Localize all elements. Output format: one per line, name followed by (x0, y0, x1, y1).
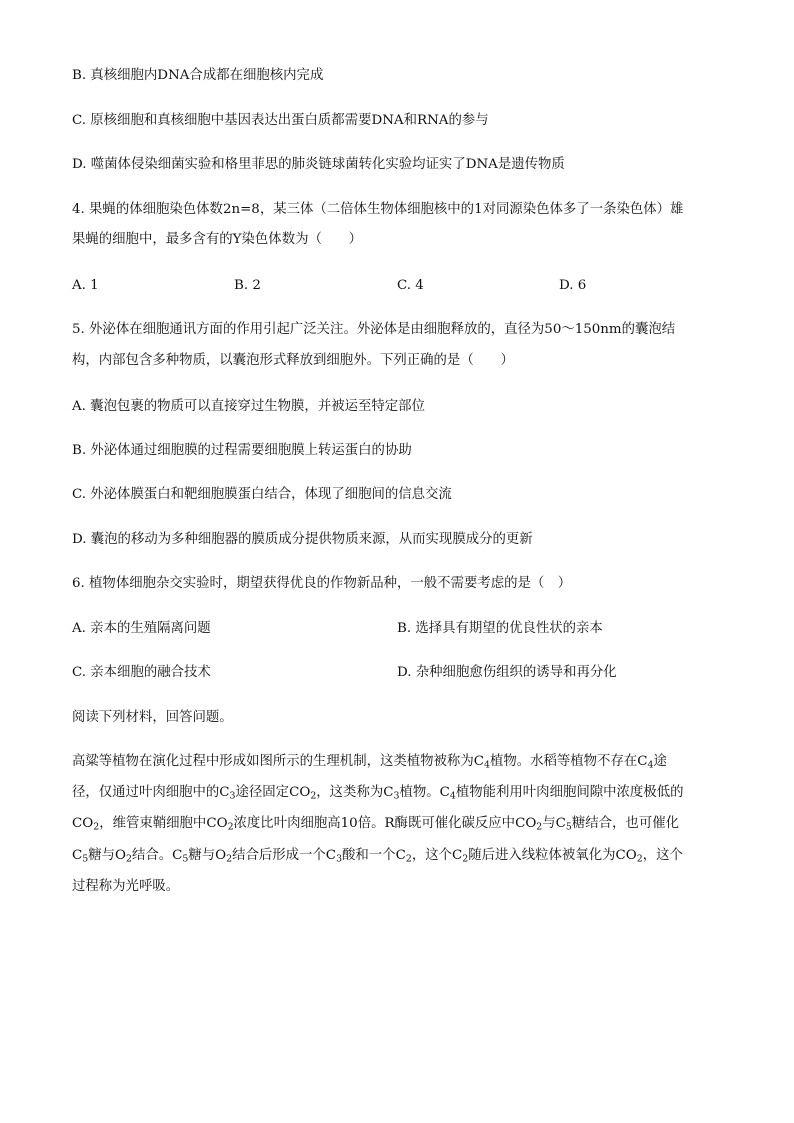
q4-stem-line2: 果蝇的细胞中，最多含有的Y染色体数为（ ） (72, 232, 363, 247)
q3-option-d: D. 噬菌体侵染细菌实验和格里菲思的肺炎链球菌转化实验均证实了DNA是遗传物质 (72, 157, 565, 172)
q3-option-b: B. 真核细胞内DNA合成都在细胞核内完成 (72, 68, 324, 83)
q4-stem-line1: 4. 果蝇的体细胞染色体数2n=8，某三体（二倍体生物体细胞核中的1对同源染色体多了一条染色体）雄 (72, 202, 684, 217)
q5-stem-line1: 5. 外泌体在细胞通讯方面的作用引起广泛关注。外泌体是由细胞释放的，直径为50～150nm的囊泡结 (72, 322, 676, 337)
q5-stem-line2: 构，内部包含多种物质，以囊泡形式释放到细胞外。下列正确的是（ ） (72, 353, 514, 368)
material-line5: 过程称为光呼吸。 (72, 879, 180, 894)
q6-option-d: D. 杂种细胞愈伤组织的诱导和再分化 (397, 665, 617, 680)
q6-options-row2 (72, 663, 732, 683)
q4-option-c: C. 4 (397, 278, 424, 293)
q6-stem: 6. 植物体细胞杂交实验时，期望获得优良的作物新品种，一般不需要考虑的是（ ） (72, 576, 572, 591)
q5-option-c: C. 外泌体膜蛋白和靶细胞膜蛋白结合，体现了细胞间的信息交流 (72, 487, 452, 502)
material-line4: $C_5$糖与$O_2$结合。$C_5$糖与$O_2$结合后形成一个$C_3$酸和一个$C_2$，这个$C_2$随后进入线粒体被氧化为$CO_2$，这个 (72, 848, 683, 865)
q6-option-b: B. 选择具有期望的优良性状的亲本 (397, 621, 603, 636)
q6-option-c: C. 亲本细胞的融合技术 (72, 665, 211, 680)
q5-option-d: D. 囊泡的移动为多种细胞器的膜质成分提供物质来源，从而实现膜成分的更新 (72, 532, 533, 547)
q4-option-d: D. 6 (559, 278, 587, 293)
material-line1: 高粱等植物在演化过程中形成如图所示的生理机制，这类植物被称为$C_4$植物。水稻等植物不存在$C_4$途 (72, 754, 667, 771)
q5-option-a: A. 囊泡包裹的物质可以直接穿过生物膜，并被运至特定部位 (72, 399, 425, 414)
q4-options (72, 276, 732, 296)
q6-option-a: A. 亲本的生殖隔离问题 (72, 621, 211, 636)
reading-instruction: 阅读下列材料，回答问题。 (72, 710, 233, 725)
q6-options-row1 (72, 619, 732, 639)
material-line2: 径，仅通过叶肉细胞中的$C_3$途径固定$CO_2$，这类称为$C_3$植物。$C_4$植物能利用叶肉细胞间隙中浓度极低的 (72, 785, 684, 802)
q4-option-a: A. 1 (72, 278, 99, 293)
q4-option-b: B. 2 (234, 278, 261, 293)
q5-option-b: B. 外泌体通过细胞膜的过程需要细胞膜上转运蛋白的协助 (72, 443, 412, 458)
material-line3: $CO_2$，维管束鞘细胞中$CO_2$浓度比叶肉细胞高10倍。R酶既可催化碳反应中$CO_2$与$C_5$糖结合，也可催化 (72, 816, 679, 833)
q3-option-c: C. 原核细胞和真核细胞中基因表达出蛋白质都需要DNA和RNA的参与 (72, 113, 489, 128)
